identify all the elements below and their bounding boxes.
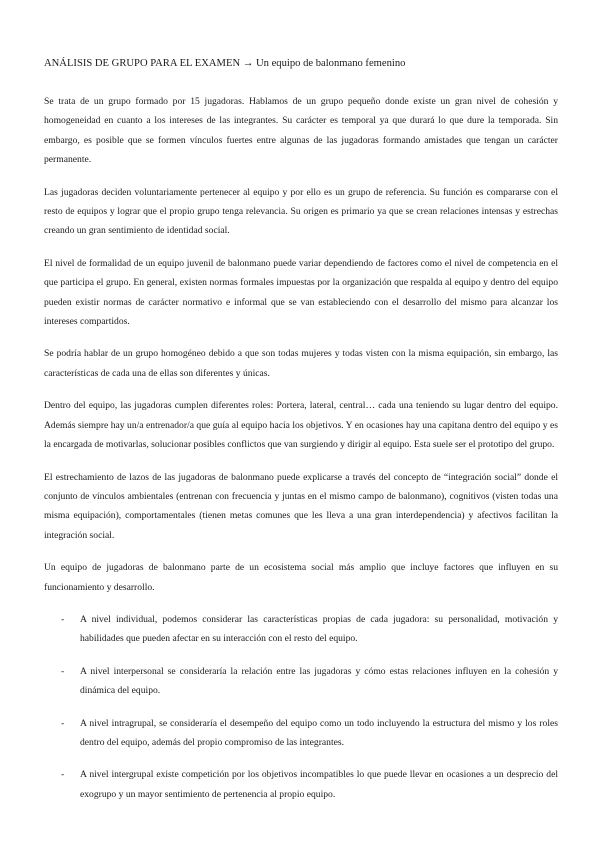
list-item-text: A nivel intergrupal existe competición por los objetivos incompatibles lo que puede llevar en ocasiones a un desprecio del exogrupo y un mayor sentimiento de pertenencia al propio equipo. bbox=[80, 769, 558, 800]
paragraph-group-description: Se trata de un grupo formado por 15 jugadoras. Hablamos de un grupo pequeño donde existe un gran nivel de cohesión y homogeneidad en cuanto a los intereses de las integrantes. Su carácter es temporal ya que durará lo que dure la temporada. Sin embargo, es posible que se formen vínculos fuertes entre algunas de las jugadoras formando amistades que tengan un carácter permanente. bbox=[44, 96, 558, 166]
levels-list bbox=[44, 610, 558, 804]
paragraph-homogeneity: Se podría hablar de un grupo homogéneo debido a que son todas mujeres y todas visten con la misma equipación, sin embargo, las características de cada una de ellas son diferentes y únicas. bbox=[44, 348, 558, 379]
paragraph-reference-group: Las jugadoras deciden voluntariamente pertenecer al equipo y por ello es un grupo de referencia. Su función es compararse con el resto de equipos y lograr que el propio grupo tenga relevancia. Su origen es primario ya que se crean relaciones intensas y estrechas creando un gran sentimiento de identidad social. bbox=[44, 186, 558, 237]
list-item-text: A nivel intragrupal, se consideraría el desempeño del equipo como un todo incluyendo la estructura del mismo y los roles dentro del equipo, además del propio compromiso de las integrantes. bbox=[80, 717, 558, 748]
paragraph-formality: El nivel de formalidad de un equipo juvenil de balonmano puede variar dependiendo de factores como el nivel de competencia en el que participa el grupo. En general, existen normas formales impuestas por la organización que respalda al equipo y dentro del equipo pueden existir normas de carácter normativo e informal que se van estableciendo con el desarrollo del mismo para alcanzar los intereses compartidos. bbox=[44, 257, 558, 328]
list-item-intragroup bbox=[44, 714, 558, 753]
bullet-dash: - bbox=[61, 665, 65, 677]
document-title: ANÁLISIS DE GRUPO PARA EL EXAMEN → Un equipo de balonmano femenino bbox=[44, 58, 406, 69]
list-item-intergroup bbox=[44, 765, 558, 804]
list-item-interpersonal bbox=[44, 662, 558, 701]
bullet-dash: - bbox=[61, 717, 65, 729]
list-item-individual bbox=[44, 610, 558, 649]
paragraph-ecosystem: Un equipo de jugadoras de balonmano parte de un ecosistema social más amplio que incluye factores que influyen en su funcionamiento y desarrollo. bbox=[44, 562, 558, 593]
document-body bbox=[44, 92, 558, 817]
list-item-text: A nivel individual, podemos considerar las características propias de cada jugadora: su personalidad, motivación y habilidades que pueden afectar en su interacción con el resto del equipo. bbox=[80, 613, 558, 645]
bullet-dash: - bbox=[61, 613, 65, 625]
bullet-dash: - bbox=[61, 769, 65, 781]
paragraph-roles: Dentro del equipo, las jugadoras cumplen diferentes roles: Portera, lateral, central… cada una teniendo su lugar dentro del equipo. Además siempre hay un/a entrenador/a que guía al equipo hacía los objetivos. Y en ocasiones hay una capitana dentro del equipo y es la encargada de motivarlas, solucionar posibles conflictos que van surgiendo y dirigir al equipo. Esta suele ser el prototipo del grupo. bbox=[44, 400, 558, 451]
paragraph-social-integration: El estrechamiento de lazos de las jugadoras de balonmano puede explicarse a través del concepto de “integración social” donde el conjunto de vínculos ambientales (entrenan con frecuencia y juntas en el mismo campo de balonmano), cognitivos (visten todas una misma equipación), comportamentales (tienen metas comunes que les lleva a una gran interdependencia) y afectivos facilitan la integración social. bbox=[44, 471, 558, 541]
list-item-text: A nivel interpersonal se consideraría la relación entre las jugadoras y cómo estas relaciones influyen en la cohesión y dinámica del equipo. bbox=[80, 665, 558, 697]
